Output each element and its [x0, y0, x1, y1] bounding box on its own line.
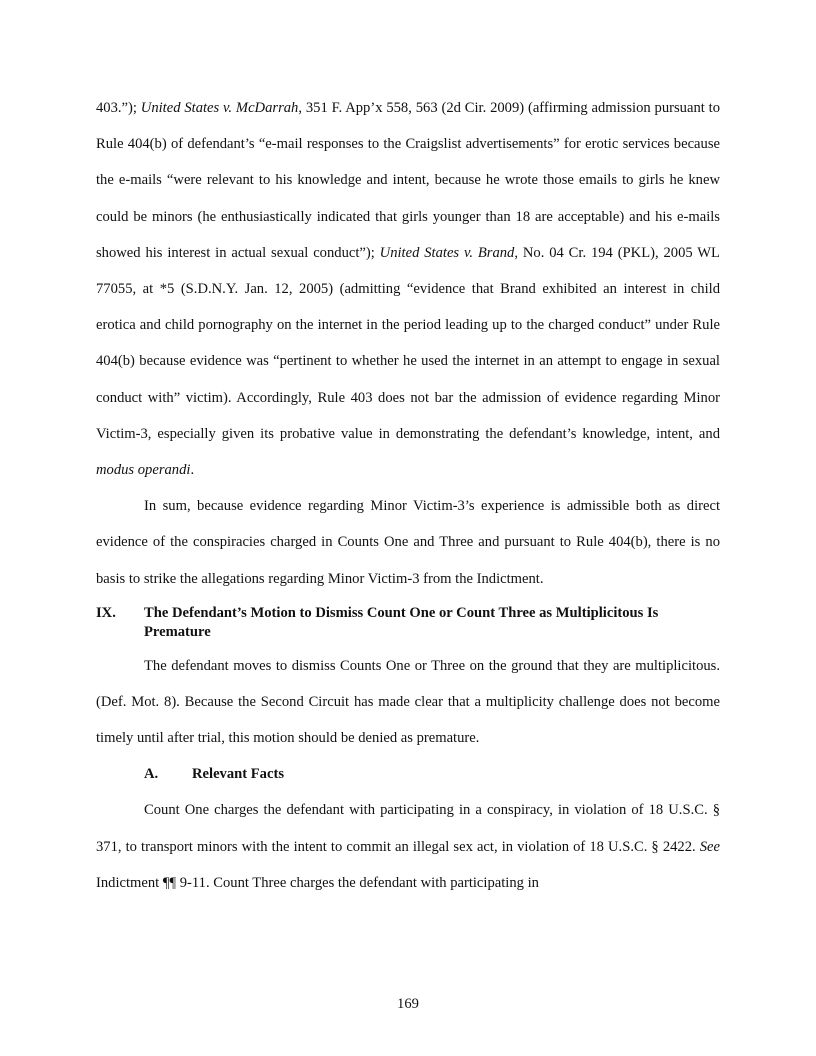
subsection-heading-a	[144, 756, 720, 792]
latin-term-modus-operandi: modus operandi	[96, 462, 191, 479]
section-title: The Defendant’s Motion to Dismiss Count One or Count Three as Multiplicitous Is Premature	[144, 604, 659, 640]
signal-see: See	[699, 838, 720, 855]
section-number: IX.	[96, 604, 116, 621]
paragraph-rule-404b-citations: 403.”); United States v. McDarrah, 351 F. App’x 558, 563 (2d Cir. 2009) (affirming admission pursuant to Rule 404(b) of defendant’s “e-mail responses to the Craigslist advertisements” for erotic services because the e-mails “were relevant to his knowledge and intent, because he wrote those emails to girls he knew could be minors (he enthusiastically indicated that girls younger than 18 are acceptable) and his e-mails showed his interest in actual sexual conduct”); United States v. Brand, No. 04 Cr. 194 (PKL), 2005 WL 77055, at *5 (S.D.N.Y. Jan. 12, 2005) (admitting “evidence that Brand exhibited an interest in child erotica and child pornography on the internet in the period leading up to the charged conduct” under Rule 404(b) because evidence was “pertinent to whether he used the internet in an attempt to engage in sexual conduct with” victim). Accordingly, Rule 403 does not bar the admission of evidence regarding Minor Victim-3, especially given its probative value in demonstrating the defendant’s knowledge, intent, and modus operandi.	[96, 100, 720, 479]
case-name-mcdarrah: United States v. McDarrah	[140, 100, 299, 116]
case-name-brand: United States v. Brand	[379, 244, 515, 261]
paragraph-relevant-facts: Count One charges the defendant with participating in a conspiracy, in violation of 18 U.S.C. § 371, to transport minors with the intent to commit an illegal sex act, in violation of 18 U.S.C. § 2422. See Indictment ¶¶ 9-11. Count Three charges the defendant with participating in	[96, 802, 720, 891]
subsection-title: Relevant Facts	[192, 766, 284, 783]
subsection-number: A.	[144, 766, 159, 783]
paragraph-summary: In sum, because evidence regarding Minor Victim-3’s experience is admissible both as direct evidence of the conspiracies charged in Counts One and Three and pursuant to Rule 404(b), there is no basis to strike the allegations regarding Minor Victim-3 from the Indictment.	[96, 498, 720, 587]
section-heading-ix	[96, 604, 720, 642]
document-body	[96, 90, 720, 901]
paragraph-motion-intro: The defendant moves to dismiss Counts One or Three on the ground that they are multiplicitous. (Def. Mot. 8). Because the Second Circuit has made clear that a multiplicity challenge does not become timely until after trial, this motion should be denied as premature.	[96, 657, 720, 747]
page-number: 169	[397, 996, 419, 1012]
